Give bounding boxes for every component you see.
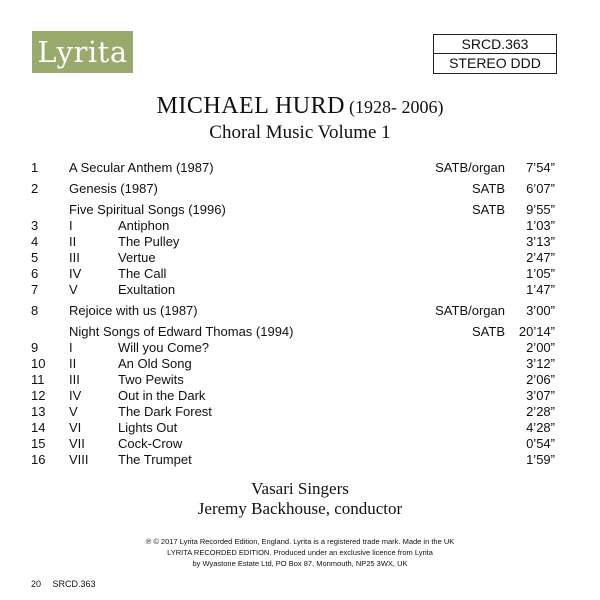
choir-name: Vasari Singers [251, 479, 349, 498]
track-number: 3 [31, 218, 39, 233]
track-duration: 9’55” [526, 202, 555, 217]
track-number: 15 [31, 436, 46, 451]
credits-line: by Wyastone Estate Ltd, PO Box 87, Monmouth, NP25 3WX, UK [192, 559, 408, 568]
track-number: 12 [31, 388, 46, 403]
track-title: The Call [118, 266, 167, 281]
track-title: An Old Song [118, 356, 192, 371]
catalogue-number: SRCD.363 [434, 35, 556, 54]
track-duration: 1’05” [526, 266, 555, 281]
track-number: 11 [31, 372, 45, 387]
track-number: 9 [31, 340, 39, 355]
track-title: Lights Out [118, 420, 178, 435]
track-duration: 2’06” [526, 372, 555, 387]
composer-name: MICHAEL HURD [156, 93, 345, 119]
track-scoring: SATB [472, 324, 505, 339]
recording-format: STEREO DDD [449, 55, 541, 71]
track-scoring: SATB/organ [435, 160, 505, 175]
track-title: Antiphon [118, 218, 170, 233]
track-scoring: SATB [472, 202, 505, 217]
track-duration: 0’54” [526, 436, 555, 451]
movement-number: III [69, 250, 80, 265]
track-title: Exultation [118, 282, 176, 297]
track-list [0, 160, 600, 468]
composer-dates: (1928- 2006) [348, 97, 444, 117]
track-row [0, 266, 600, 282]
track-row [0, 372, 600, 388]
track-row [0, 420, 600, 436]
track-row [0, 324, 600, 340]
movement-number: VI [69, 420, 82, 435]
track-row [0, 250, 600, 266]
movement-number: VII [69, 436, 85, 451]
track-title: Five Spiritual Songs (1996) [69, 202, 226, 217]
movement-number: III [69, 372, 80, 387]
movement-number: II [69, 356, 77, 371]
track-row [0, 404, 600, 420]
track-duration: 20’14” [518, 324, 555, 339]
copyright-credits [0, 536, 600, 569]
track-row [0, 436, 600, 452]
track-duration: 3’00” [526, 303, 555, 318]
credits-line: LYRITA RECORDED EDITION. Produced under an exclusive licence from Lyrita [167, 548, 433, 557]
track-row [0, 452, 600, 468]
track-number: 14 [31, 420, 46, 435]
track-number: 6 [31, 266, 39, 281]
footer-catalogue: SRCD.363 [52, 579, 96, 589]
track-number: 8 [31, 303, 39, 318]
track-row [0, 234, 600, 250]
track-duration: 7’54” [526, 160, 555, 175]
track-duration: 1’03” [526, 218, 555, 233]
page-footer [31, 579, 96, 589]
track-row [0, 181, 600, 197]
catalogue-box [433, 34, 557, 74]
track-row [0, 303, 600, 319]
track-row [0, 160, 600, 176]
track-number: 10 [31, 356, 46, 371]
track-duration: 3’13” [526, 234, 555, 249]
movement-number: V [69, 282, 78, 297]
track-title: Cock-Crow [118, 436, 183, 451]
track-title: Genesis (1987) [69, 181, 158, 196]
track-number: 5 [31, 250, 39, 265]
track-title: Two Pewits [118, 372, 184, 387]
track-number: 2 [31, 181, 39, 196]
track-duration: 6’07” [526, 181, 555, 196]
credits-line: ℗ © 2017 Lyrita Recorded Edition, England. Lyrita is a registered trade mark. Made in the UK [145, 537, 455, 546]
track-row [0, 388, 600, 404]
track-title: The Trumpet [118, 452, 192, 467]
album-title: Choral Music Volume 1 [209, 122, 391, 143]
lyrita-logo: Lyrita [32, 31, 133, 73]
track-title: The Dark Forest [118, 404, 212, 419]
track-title: Rejoice with us (1987) [69, 303, 198, 318]
track-row [0, 340, 600, 356]
track-duration: 2’28” [526, 404, 555, 419]
track-row [0, 356, 600, 372]
track-title: A Secular Anthem (1987) [69, 160, 214, 175]
track-duration: 1’47” [526, 282, 555, 297]
movement-number: I [69, 340, 73, 355]
track-title: Will you Come? [118, 340, 210, 355]
movement-number: IV [69, 388, 82, 403]
track-duration: 2’47” [526, 250, 555, 265]
track-duration: 2’00” [526, 340, 555, 355]
track-duration: 3’07” [526, 388, 555, 403]
movement-number: VIII [69, 452, 89, 467]
track-scoring: SATB [472, 181, 505, 196]
track-title: Night Songs of Edward Thomas (1994) [69, 324, 294, 339]
track-duration: 1’59” [526, 452, 555, 467]
movement-number: V [69, 404, 78, 419]
track-row [0, 202, 600, 218]
track-scoring: SATB/organ [435, 303, 505, 318]
performers [0, 479, 600, 519]
movement-number: I [69, 218, 73, 233]
track-title: Out in the Dark [118, 388, 206, 403]
track-number: 4 [31, 234, 39, 249]
track-row [0, 282, 600, 298]
conductor-name: Jeremy Backhouse, conductor [197, 499, 403, 518]
track-number: 7 [31, 282, 39, 297]
track-number: 16 [31, 452, 46, 467]
track-title: Vertue [118, 250, 156, 265]
track-duration: 4’28” [526, 420, 555, 435]
track-number: 1 [31, 160, 39, 175]
track-row [0, 218, 600, 234]
track-number: 13 [31, 404, 46, 419]
track-duration: 3’12” [526, 356, 555, 371]
page-number: 20 [31, 579, 42, 589]
composer-heading [0, 93, 600, 120]
movement-number: IV [69, 266, 82, 281]
movement-number: II [69, 234, 77, 249]
track-title: The Pulley [118, 234, 180, 249]
